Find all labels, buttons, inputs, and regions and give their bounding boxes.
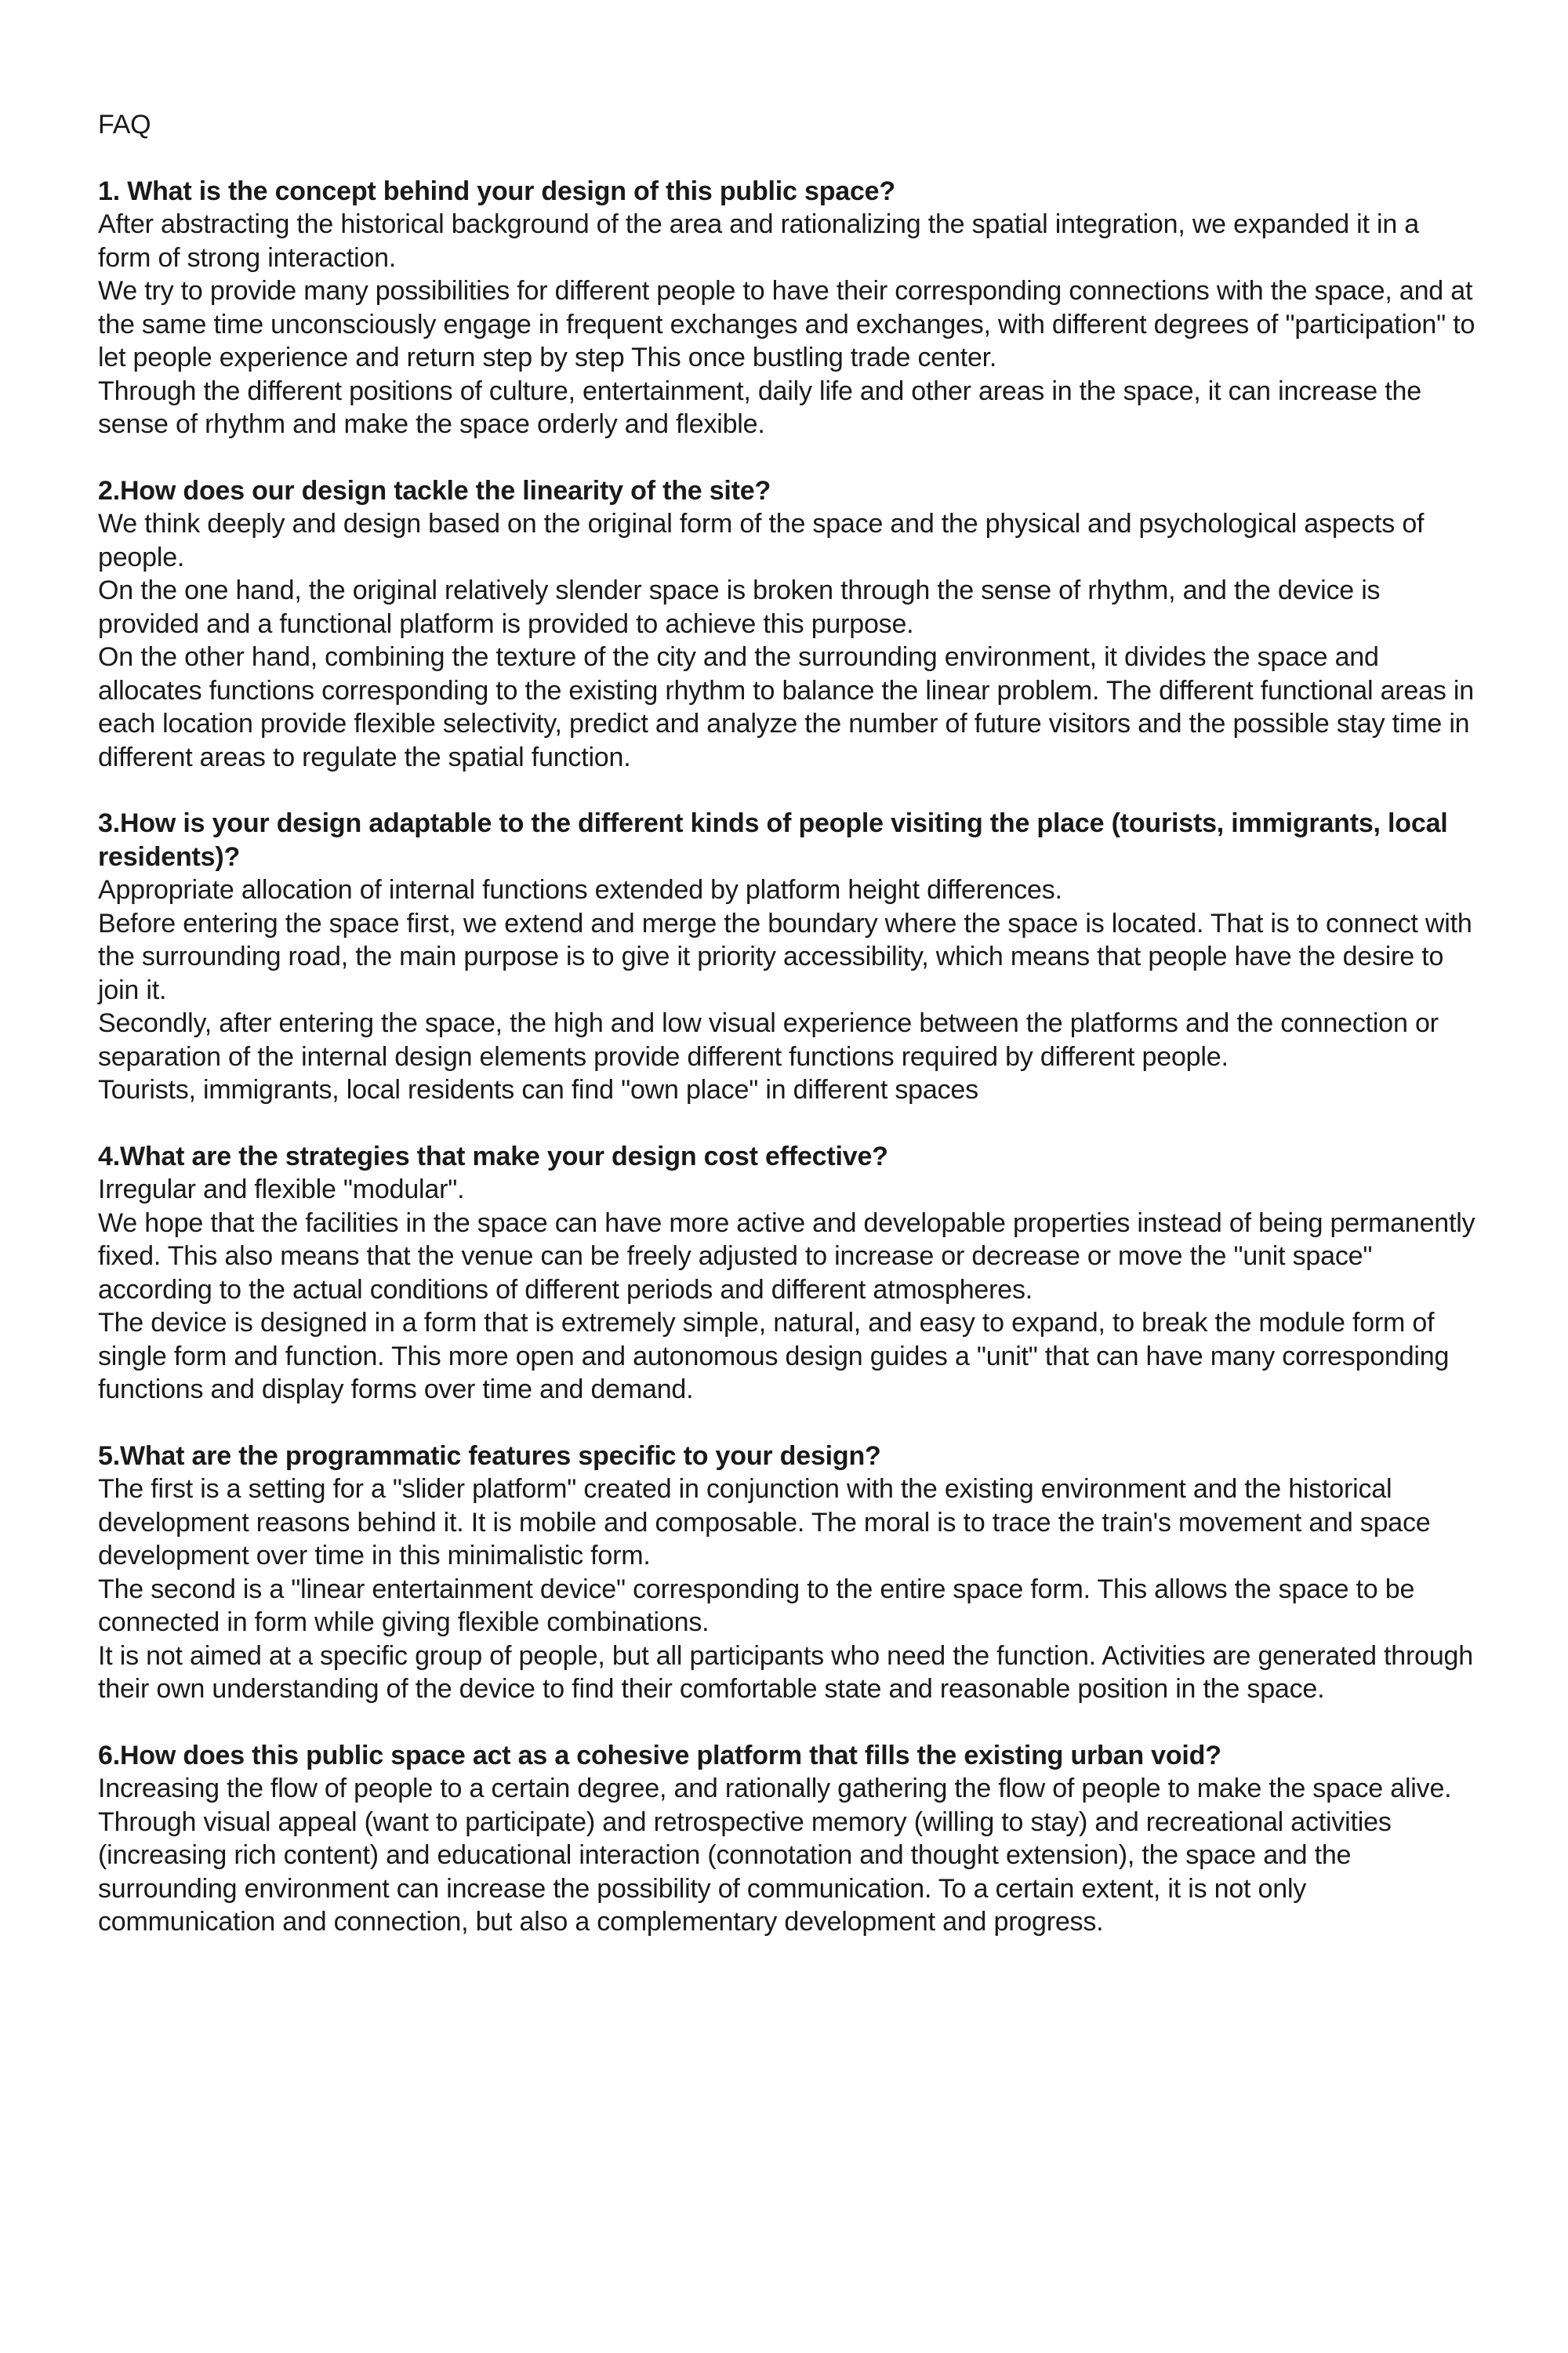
answer-paragraph: Through visual appeal (want to participate) and retrospective memory (willing to stay) and recreational activities (increasing rich content) and educational interaction (connotation and thought extension), the space and the surrounding environment can increase the possibility of communication. To a certain extent, it is not only communication and connection, but also a complementary development and progress. [98, 1807, 1392, 1937]
faq-answer [98, 1472, 1478, 1706]
answer-paragraph: It is not aimed at a specific group of people, but all participants who need the function. Activities are generated through their own understanding of the device to find their comfortable state and reasonable position in the space. [98, 1640, 1473, 1704]
faq-question: 6.How does this public space act as a cohesive platform that fills the existing urban void? [98, 1740, 1221, 1770]
faq-item-5 [98, 1440, 1478, 1706]
answer-paragraph: Increasing the flow of people to a certain degree, and rationally gathering the flow of people to make the space alive. [98, 1774, 1452, 1803]
faq-question: 4.What are the strategies that make your design cost effective? [98, 1141, 888, 1171]
answer-paragraph: Before entering the space first, we extend and merge the boundary where the space is located. That is to connect with the surrounding road, the main purpose is to give it priority accessibility, which means that people have the desire to join it. [98, 908, 1472, 1005]
answer-paragraph: We try to provide many possibilities for different people to have their corresponding connections with the space, and at the same time unconsciously engage in frequent exchanges and exchanges, with different degrees of "participation" to let people experience and return step by step This once bustling trade center. [98, 276, 1475, 372]
faq-question: 2.How does our design tackle the linearity of the site? [98, 475, 771, 506]
faq-item-2 [98, 474, 1478, 775]
faq-answer [98, 507, 1478, 774]
faq-answer [98, 1772, 1478, 1939]
answer-paragraph: On the one hand, the original relatively slender space is broken through the sense of rhythm, and the device is provided and a functional platform is provided to achieve this purpose. [98, 576, 1381, 639]
faq-question: 1. What is the concept behind your design of this public space? [98, 176, 895, 206]
answer-paragraph: The device is designed in a form that is extremely simple, natural, and easy to expand, to break the module form of single form and function. This more open and autonomous design guides a "unit" that can have many corresponding functions and display forms over time and demand. [98, 1308, 1450, 1404]
document-page [98, 108, 1478, 1972]
faq-item-3 [98, 807, 1478, 1107]
answer-paragraph: We think deeply and design based on the original form of the space and the physical and psychological aspects of people. [98, 509, 1425, 572]
faq-question: 3.How is your design adaptable to the different kinds of people visiting the place (tourists, immigrants, local residents)? [98, 808, 1448, 872]
faq-item-4 [98, 1140, 1478, 1407]
answer-paragraph: Irregular and flexible "modular". [98, 1175, 465, 1204]
faq-answer [98, 873, 1478, 1107]
faq-question: 5.What are the programmatic features specific to your design? [98, 1440, 881, 1471]
answer-paragraph: Appropriate allocation of internal functions extended by platform height differences. [98, 875, 1062, 905]
answer-paragraph: On the other hand, combining the texture of the city and the surrounding environment, it divides the space and allocates functions corresponding to the existing rhythm to balance the linear problem. The different functional areas in each location provide flexible selectivity, predict and analyze the number of future visitors and the possible stay time in different areas to regulate the spatial function. [98, 642, 1474, 772]
page-title: FAQ [98, 110, 151, 140]
faq-item-6 [98, 1739, 1478, 1939]
answer-paragraph: Secondly, after entering the space, the high and low visual experience between the platforms and the connection or separation of the internal design elements provide different functions required by different people. [98, 1008, 1439, 1072]
answer-paragraph: The second is a "linear entertainment device" corresponding to the entire space form. This allows the space to be connected in form while giving flexible combinations. [98, 1574, 1415, 1637]
faq-item-1 [98, 175, 1478, 441]
answer-paragraph: We hope that the facilities in the space can have more active and developable properties instead of being permanently fixed. This also means that the venue can be freely adjusted to increase or decrease or move the "unit space" according to the actual conditions of different periods and different atmospheres. [98, 1207, 1475, 1305]
answer-paragraph: Through the different positions of culture, entertainment, daily life and other areas in the space, it can increase the sense of rhythm and make the space orderly and flexible. [98, 376, 1421, 439]
answer-paragraph: After abstracting the historical background of the area and rationalizing the spatial integration, we expanded it in a form of strong interaction. [98, 209, 1420, 273]
answer-paragraph: The first is a setting for a "slider platform" created in conjunction with the existing environment and the historical development reasons behind it. It is mobile and composable. The moral is to trace the train's movement and space development over time in this minimalistic form. [98, 1474, 1431, 1570]
faq-answer [98, 208, 1478, 441]
faq-answer [98, 1173, 1478, 1407]
answer-paragraph: Tourists, immigrants, local residents can find "own place" in different spaces [98, 1075, 978, 1105]
